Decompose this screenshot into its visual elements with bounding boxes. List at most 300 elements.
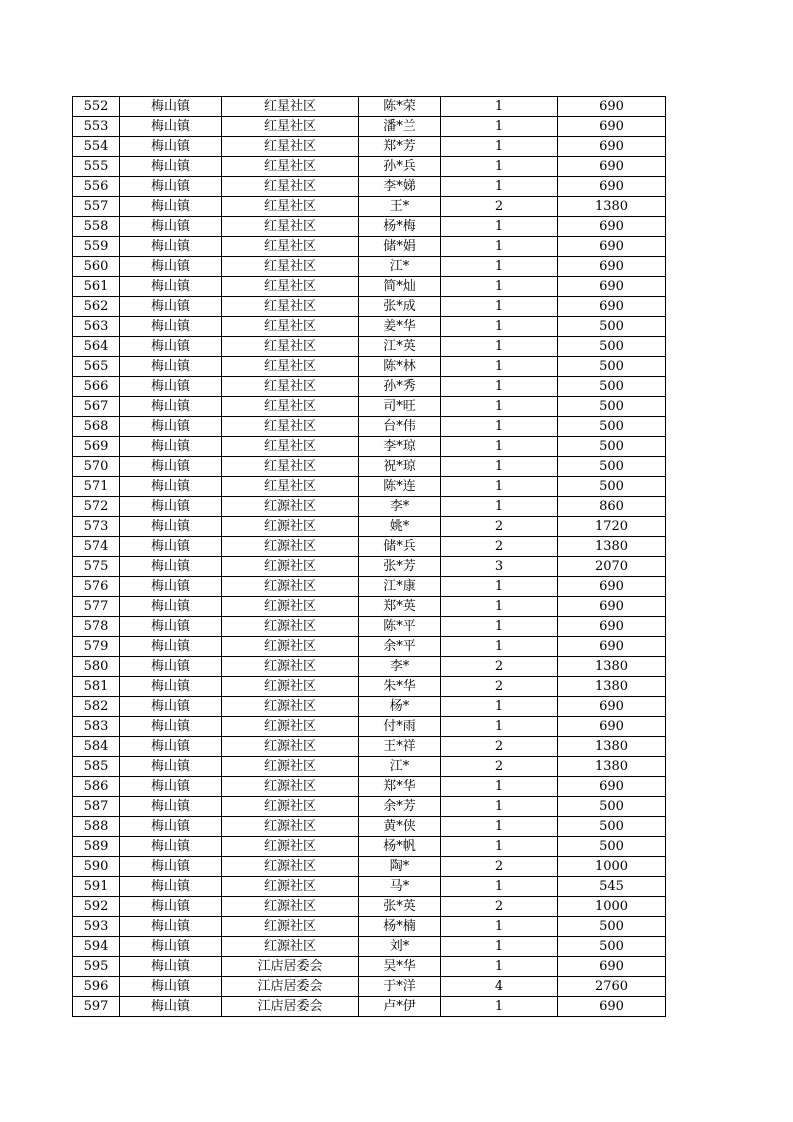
name-cell: 张*成 [359,297,441,317]
row-number-cell: 583 [73,717,120,737]
name-cell: 姜*华 [359,317,441,337]
town-cell: 梅山镇 [120,777,222,797]
community-cell: 红源社区 [222,857,359,877]
name-cell: 司*旺 [359,397,441,417]
community-cell: 红源社区 [222,497,359,517]
table-row [73,577,666,597]
community-cell: 红星社区 [222,417,359,437]
amount-cell: 1380 [558,677,666,697]
row-number-cell: 553 [73,117,120,137]
community-cell: 红源社区 [222,557,359,577]
community-cell: 红源社区 [222,757,359,777]
table-row [73,177,666,197]
count-cell: 1 [441,817,558,837]
amount-cell: 690 [558,577,666,597]
data-table [72,96,666,1017]
town-cell: 梅山镇 [120,577,222,597]
count-cell: 1 [441,797,558,817]
count-cell: 2 [441,757,558,777]
community-cell: 红源社区 [222,817,359,837]
amount-cell: 500 [558,817,666,837]
count-cell: 1 [441,477,558,497]
amount-cell: 1380 [558,197,666,217]
town-cell: 梅山镇 [120,277,222,297]
row-number-cell: 581 [73,677,120,697]
town-cell: 梅山镇 [120,977,222,997]
row-number-cell: 582 [73,697,120,717]
community-cell: 红源社区 [222,697,359,717]
name-cell: 江*康 [359,577,441,597]
table-row [73,557,666,577]
row-number-cell: 572 [73,497,120,517]
count-cell: 1 [441,117,558,137]
name-cell: 潘*兰 [359,117,441,137]
row-number-cell: 571 [73,477,120,497]
amount-cell: 2070 [558,557,666,577]
name-cell: 黄*侠 [359,817,441,837]
name-cell: 郑*英 [359,597,441,617]
count-cell: 1 [441,577,558,597]
table-row [73,777,666,797]
name-cell: 王*祥 [359,737,441,757]
name-cell: 付*雨 [359,717,441,737]
row-number-cell: 596 [73,977,120,997]
row-number-cell: 558 [73,217,120,237]
row-number-cell: 585 [73,757,120,777]
row-number-cell: 557 [73,197,120,217]
table-row [73,817,666,837]
table-row [73,497,666,517]
community-cell: 红星社区 [222,97,359,117]
community-cell: 江店居委会 [222,957,359,977]
amount-cell: 500 [558,337,666,357]
count-cell: 2 [441,657,558,677]
count-cell: 1 [441,157,558,177]
amount-cell: 1380 [558,737,666,757]
name-cell: 李* [359,657,441,677]
count-cell: 4 [441,977,558,997]
count-cell: 1 [441,457,558,477]
name-cell: 陶* [359,857,441,877]
table-row [73,237,666,257]
town-cell: 梅山镇 [120,737,222,757]
count-cell: 1 [441,777,558,797]
table-row [73,257,666,277]
town-cell: 梅山镇 [120,197,222,217]
amount-cell: 690 [558,157,666,177]
amount-cell: 500 [558,377,666,397]
row-number-cell: 561 [73,277,120,297]
table-row [73,837,666,857]
table-row [73,957,666,977]
community-cell: 红星社区 [222,457,359,477]
table-row [73,537,666,557]
row-number-cell: 562 [73,297,120,317]
town-cell: 梅山镇 [120,357,222,377]
count-cell: 2 [441,737,558,757]
town-cell: 梅山镇 [120,257,222,277]
count-cell: 1 [441,617,558,637]
table-row [73,377,666,397]
row-number-cell: 564 [73,337,120,357]
name-cell: 简*灿 [359,277,441,297]
table-row [73,737,666,757]
amount-cell: 690 [558,117,666,137]
town-cell: 梅山镇 [120,617,222,637]
town-cell: 梅山镇 [120,717,222,737]
count-cell: 1 [441,177,558,197]
community-cell: 红星社区 [222,217,359,237]
row-number-cell: 559 [73,237,120,257]
town-cell: 梅山镇 [120,177,222,197]
town-cell: 梅山镇 [120,437,222,457]
name-cell: 江* [359,757,441,777]
row-number-cell: 565 [73,357,120,377]
name-cell: 孙*兵 [359,157,441,177]
table-row [73,917,666,937]
amount-cell: 500 [558,417,666,437]
count-cell: 1 [441,937,558,957]
amount-cell: 1380 [558,757,666,777]
town-cell: 梅山镇 [120,817,222,837]
name-cell: 杨* [359,697,441,717]
count-cell: 2 [441,537,558,557]
name-cell: 余*芳 [359,797,441,817]
amount-cell: 500 [558,837,666,857]
community-cell: 红源社区 [222,657,359,677]
count-cell: 1 [441,237,558,257]
count-cell: 1 [441,337,558,357]
row-number-cell: 554 [73,137,120,157]
row-number-cell: 570 [73,457,120,477]
row-number-cell: 595 [73,957,120,977]
community-cell: 红星社区 [222,137,359,157]
town-cell: 梅山镇 [120,557,222,577]
community-cell: 红星社区 [222,397,359,417]
town-cell: 梅山镇 [120,97,222,117]
name-cell: 储*娟 [359,237,441,257]
community-cell: 红源社区 [222,777,359,797]
count-cell: 1 [441,437,558,457]
name-cell: 于*洋 [359,977,441,997]
row-number-cell: 555 [73,157,120,177]
town-cell: 梅山镇 [120,897,222,917]
name-cell: 李* [359,497,441,517]
amount-cell: 690 [558,257,666,277]
amount-cell: 690 [558,777,666,797]
community-cell: 红源社区 [222,617,359,637]
name-cell: 江* [359,257,441,277]
count-cell: 2 [441,677,558,697]
town-cell: 梅山镇 [120,117,222,137]
count-cell: 1 [441,377,558,397]
row-number-cell: 560 [73,257,120,277]
count-cell: 2 [441,897,558,917]
table-row [73,477,666,497]
town-cell: 梅山镇 [120,477,222,497]
amount-cell: 500 [558,797,666,817]
table-row [73,397,666,417]
town-cell: 梅山镇 [120,317,222,337]
row-number-cell: 569 [73,437,120,457]
town-cell: 梅山镇 [120,517,222,537]
table-row [73,997,666,1017]
amount-cell: 500 [558,917,666,937]
row-number-cell: 589 [73,837,120,857]
row-number-cell: 578 [73,617,120,637]
table-row [73,857,666,877]
row-number-cell: 593 [73,917,120,937]
amount-cell: 690 [558,637,666,657]
town-cell: 梅山镇 [120,417,222,437]
amount-cell: 690 [558,137,666,157]
amount-cell: 690 [558,617,666,637]
table-row [73,337,666,357]
name-cell: 朱*华 [359,677,441,697]
row-number-cell: 574 [73,537,120,557]
amount-cell: 500 [558,477,666,497]
community-cell: 红星社区 [222,437,359,457]
table-row [73,677,666,697]
table-row [73,617,666,637]
table-row [73,597,666,617]
town-cell: 梅山镇 [120,237,222,257]
amount-cell: 690 [558,697,666,717]
row-number-cell: 592 [73,897,120,917]
community-cell: 红源社区 [222,917,359,937]
count-cell: 1 [441,637,558,657]
row-number-cell: 580 [73,657,120,677]
community-cell: 红星社区 [222,357,359,377]
row-number-cell: 594 [73,937,120,957]
name-cell: 台*伟 [359,417,441,437]
amount-cell: 690 [558,177,666,197]
row-number-cell: 597 [73,997,120,1017]
count-cell: 1 [441,837,558,857]
table-row [73,637,666,657]
town-cell: 梅山镇 [120,757,222,777]
community-cell: 红源社区 [222,577,359,597]
community-cell: 红星社区 [222,377,359,397]
amount-cell: 690 [558,277,666,297]
name-cell: 储*兵 [359,537,441,557]
community-cell: 红源社区 [222,897,359,917]
amount-cell: 500 [558,357,666,377]
table-row [73,297,666,317]
table-row [73,977,666,997]
name-cell: 祝*琼 [359,457,441,477]
table-row [73,197,666,217]
name-cell: 郑*芳 [359,137,441,157]
town-cell: 梅山镇 [120,697,222,717]
amount-cell: 690 [558,237,666,257]
row-number-cell: 573 [73,517,120,537]
town-cell: 梅山镇 [120,877,222,897]
row-number-cell: 563 [73,317,120,337]
row-number-cell: 586 [73,777,120,797]
table-row [73,277,666,297]
community-cell: 红源社区 [222,737,359,757]
name-cell: 张*英 [359,897,441,917]
table-row [73,417,666,437]
table-row [73,937,666,957]
town-cell: 梅山镇 [120,297,222,317]
count-cell: 1 [441,417,558,437]
town-cell: 梅山镇 [120,917,222,937]
name-cell: 孙*秀 [359,377,441,397]
name-cell: 杨*帆 [359,837,441,857]
amount-cell: 2760 [558,977,666,997]
row-number-cell: 568 [73,417,120,437]
community-cell: 红源社区 [222,677,359,697]
count-cell: 1 [441,277,558,297]
row-number-cell: 556 [73,177,120,197]
table-row [73,137,666,157]
table-row [73,437,666,457]
table-row [73,357,666,377]
count-cell: 1 [441,697,558,717]
amount-cell: 500 [558,457,666,477]
community-cell: 红源社区 [222,597,359,617]
community-cell: 红星社区 [222,197,359,217]
count-cell: 1 [441,957,558,977]
table-row [73,317,666,337]
community-cell: 江店居委会 [222,977,359,997]
town-cell: 梅山镇 [120,377,222,397]
name-cell: 卢*伊 [359,997,441,1017]
town-cell: 梅山镇 [120,157,222,177]
town-cell: 梅山镇 [120,457,222,477]
name-cell: 陈*荣 [359,97,441,117]
row-number-cell: 575 [73,557,120,577]
table-row [73,877,666,897]
community-cell: 红星社区 [222,157,359,177]
table-row [73,717,666,737]
community-cell: 红源社区 [222,537,359,557]
amount-cell: 500 [558,397,666,417]
count-cell: 2 [441,517,558,537]
count-cell: 2 [441,857,558,877]
name-cell: 张*芳 [359,557,441,577]
table-row [73,797,666,817]
name-cell: 杨*楠 [359,917,441,937]
count-cell: 1 [441,597,558,617]
table-row [73,897,666,917]
amount-cell: 500 [558,437,666,457]
town-cell: 梅山镇 [120,217,222,237]
name-cell: 李*娣 [359,177,441,197]
community-cell: 红源社区 [222,797,359,817]
town-cell: 梅山镇 [120,997,222,1017]
table-row [73,97,666,117]
count-cell: 1 [441,97,558,117]
amount-cell: 690 [558,717,666,737]
row-number-cell: 588 [73,817,120,837]
name-cell: 郑*华 [359,777,441,797]
town-cell: 梅山镇 [120,657,222,677]
table-row [73,157,666,177]
amount-cell: 1380 [558,537,666,557]
name-cell: 吴*华 [359,957,441,977]
town-cell: 梅山镇 [120,497,222,517]
table-row [73,457,666,477]
count-cell: 1 [441,257,558,277]
amount-cell: 500 [558,317,666,337]
town-cell: 梅山镇 [120,537,222,557]
community-cell: 红源社区 [222,717,359,737]
row-number-cell: 567 [73,397,120,417]
amount-cell: 545 [558,877,666,897]
count-cell: 1 [441,397,558,417]
count-cell: 1 [441,997,558,1017]
amount-cell: 1000 [558,897,666,917]
town-cell: 梅山镇 [120,397,222,417]
town-cell: 梅山镇 [120,837,222,857]
town-cell: 梅山镇 [120,677,222,697]
community-cell: 红星社区 [222,177,359,197]
amount-cell: 690 [558,97,666,117]
row-number-cell: 591 [73,877,120,897]
table-row [73,117,666,137]
community-cell: 红源社区 [222,877,359,897]
count-cell: 2 [441,197,558,217]
name-cell: 马* [359,877,441,897]
town-cell: 梅山镇 [120,857,222,877]
community-cell: 红星社区 [222,297,359,317]
row-number-cell: 577 [73,597,120,617]
amount-cell: 500 [558,937,666,957]
amount-cell: 690 [558,297,666,317]
community-cell: 红星社区 [222,257,359,277]
name-cell: 王* [359,197,441,217]
name-cell: 陈*平 [359,617,441,637]
name-cell: 陈*林 [359,357,441,377]
name-cell: 杨*梅 [359,217,441,237]
community-cell: 红源社区 [222,937,359,957]
amount-cell: 690 [558,217,666,237]
table-row [73,217,666,237]
community-cell: 红星社区 [222,117,359,137]
town-cell: 梅山镇 [120,597,222,617]
row-number-cell: 552 [73,97,120,117]
amount-cell: 860 [558,497,666,517]
name-cell: 余*平 [359,637,441,657]
table-body [73,97,666,1017]
count-cell: 1 [441,217,558,237]
name-cell: 姚* [359,517,441,537]
amount-cell: 1000 [558,857,666,877]
count-cell: 1 [441,877,558,897]
count-cell: 1 [441,497,558,517]
amount-cell: 690 [558,997,666,1017]
count-cell: 1 [441,297,558,317]
community-cell: 红星社区 [222,277,359,297]
community-cell: 红星社区 [222,317,359,337]
town-cell: 梅山镇 [120,937,222,957]
community-cell: 红源社区 [222,837,359,857]
row-number-cell: 576 [73,577,120,597]
community-cell: 红星社区 [222,337,359,357]
community-cell: 红源社区 [222,517,359,537]
community-cell: 红源社区 [222,637,359,657]
table-row [73,757,666,777]
town-cell: 梅山镇 [120,637,222,657]
amount-cell: 1380 [558,657,666,677]
count-cell: 1 [441,137,558,157]
name-cell: 李*琼 [359,437,441,457]
town-cell: 梅山镇 [120,337,222,357]
community-cell: 红星社区 [222,237,359,257]
